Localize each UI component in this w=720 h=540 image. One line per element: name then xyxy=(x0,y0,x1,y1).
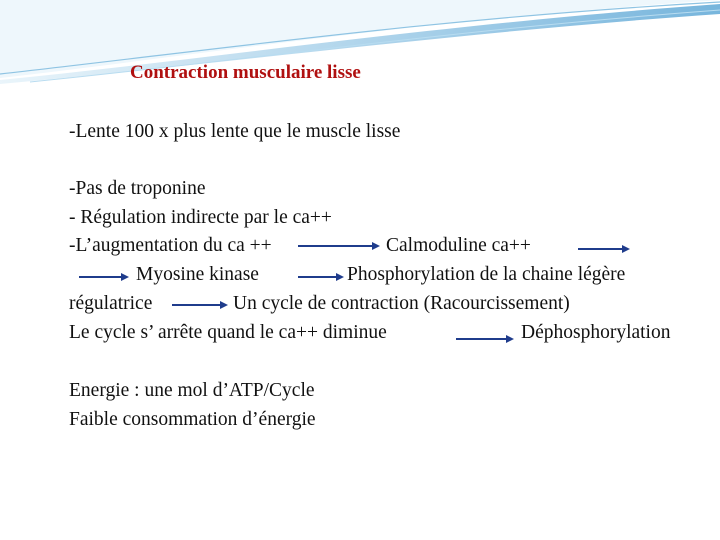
arrow-icon xyxy=(456,334,514,344)
text-line-troponine: -Pas de troponine xyxy=(69,178,206,199)
text-line-regulation: - Régulation indirecte par le ca++ xyxy=(69,207,332,228)
text-line-augmentation xyxy=(69,234,272,258)
text-regulatrice: régulatrice xyxy=(69,293,153,314)
text-phosphorylation: Phosphorylation de la chaine légère xyxy=(347,264,626,285)
arrow-icon xyxy=(79,272,129,282)
arrow-icon xyxy=(578,244,630,254)
text-line-energie: Energie : une mol d’ATP/Cycle xyxy=(69,380,315,401)
slide-title: Contraction musculaire lisse xyxy=(130,62,361,83)
text-dephosphorylation: Déphosphorylation xyxy=(521,322,671,343)
text-augmentation: -L’augmentation du ca ++ xyxy=(69,235,272,256)
text-cycle-arret: Le cycle s’ arrête quand le ca++ diminue xyxy=(69,322,387,343)
text-line-speed: -Lente 100 x plus lente que le muscle lisse xyxy=(69,121,401,142)
arrow-icon xyxy=(298,241,380,251)
text-calmoduline: Calmoduline ca++ xyxy=(386,235,531,256)
arrow-icon xyxy=(298,272,344,282)
text-cycle-contraction: Un cycle de contraction (Racourcissement) xyxy=(233,293,570,314)
text-myosine-kinase: Myosine kinase xyxy=(136,264,259,285)
arrow-icon xyxy=(172,300,228,310)
text-line-consommation: Faible consommation d’énergie xyxy=(69,409,316,430)
